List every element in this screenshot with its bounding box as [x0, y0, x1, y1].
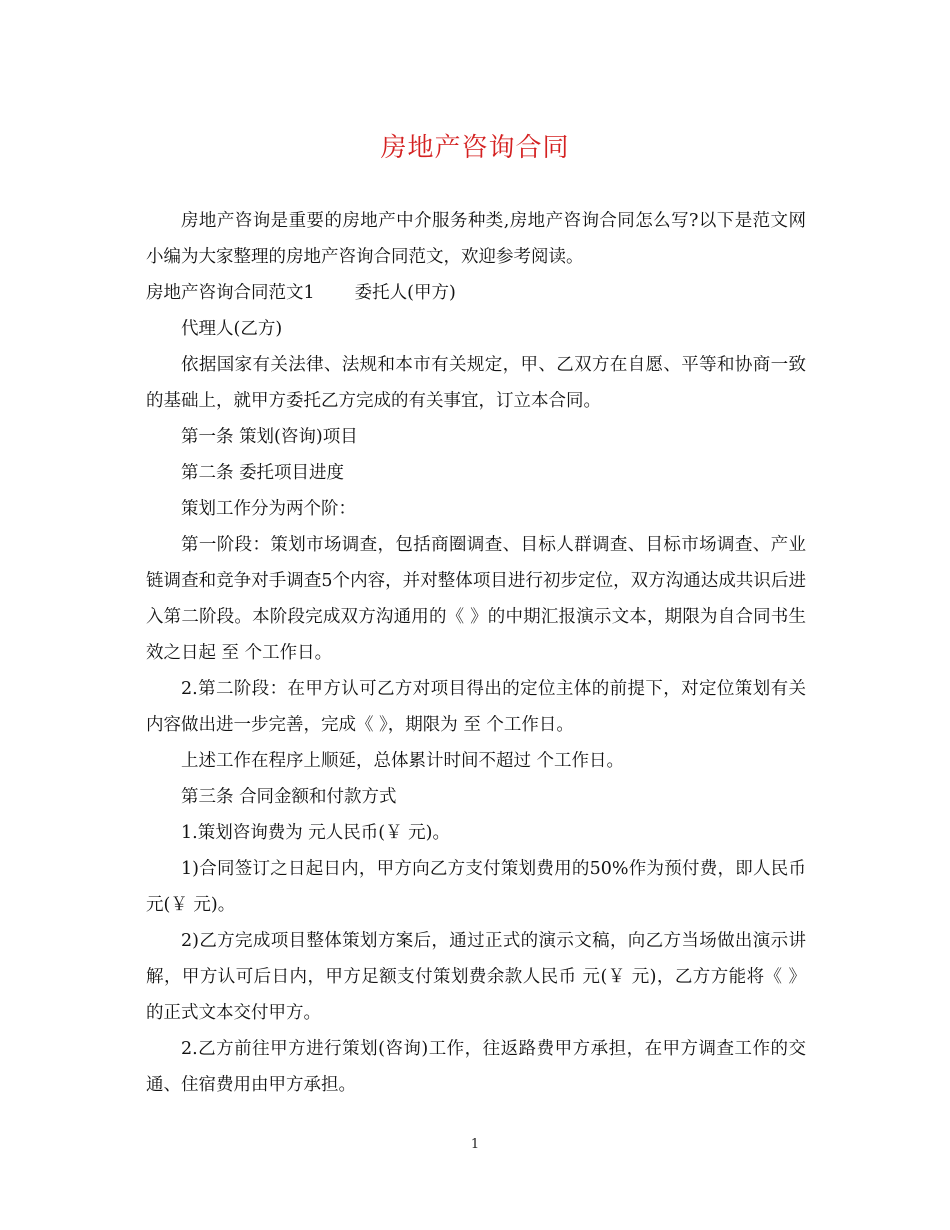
fee-item-2: 2)乙方完成项目整体策划方案后，通过正式的演示文稿，向乙方当场做出演示讲解，甲方认可后日内，甲方足额支付策划费余款人民币 元(￥ 元)，乙方方能将《 》的正式文本交付甲方。	[146, 931, 806, 1023]
stages-intro: 策划工作分为两个阶：	[181, 499, 356, 519]
total-time-paragraph: 上述工作在程序上顺延，总体累计时间不超过 个工作日。	[181, 751, 625, 771]
fee-item-1: 1)合同签订之日起日内，甲方向乙方支付策划费用的50%作为预付费，即人民币 元(￥ 元)。	[146, 859, 806, 915]
article-3-heading: 第三条 合同金额和付款方式	[181, 787, 397, 807]
document-title: 房地产咨询合同	[380, 133, 570, 163]
stage-2-paragraph: 2.第二阶段：在甲方认可乙方对项目得出的定位主体的前提下，对定位策划有关内容做出进一步完善，完成《 》，期限为 至 个工作日。	[146, 679, 806, 735]
expenses-paragraph: 2.乙方前往甲方进行策划(咨询)工作，往返路费甲方承担，在甲方调查工作的交通、住宿费用由甲方承担。	[146, 1039, 806, 1095]
stage-1-paragraph: 第一阶段：策划市场调查，包括商圈调查、目标人群调查、目标市场调查、产业链调查和竞争对手调查5个内容，并对整体项目进行初步定位，双方沟通达成共识后进入第二阶段。本阶段完成双方沟通用的《 》的中期汇报演示文本，期限为自合同书生效之日起 至 个工作日。	[146, 535, 806, 663]
intro-paragraph: 房地产咨询是重要的房地产中介服务种类,房地产咨询合同怎么写?以下是范文网小编为大家整理的房地产咨询合同范文，欢迎参考阅读。	[146, 211, 806, 267]
party-b-label: 代理人(乙方)	[181, 319, 283, 339]
document-body	[146, 203, 806, 1103]
fee-paragraph: 1.策划咨询费为 元人民币(￥ 元)。	[181, 823, 450, 843]
page-number: 1	[470, 1137, 480, 1152]
article-1-heading: 第一条 策划(咨询)项目	[181, 427, 358, 447]
article-2-heading: 第二条 委托项目进度	[181, 463, 345, 483]
party-a-label: 委托人(甲方)	[354, 283, 456, 303]
sample-heading: 房地产咨询合同范文1	[146, 283, 315, 303]
preamble-paragraph: 依据国家有关法律、法规和本市有关规定，甲、乙双方在自愿、平等和协商一致的基础上，就甲方委托乙方完成的有关事宜，订立本合同。	[146, 355, 806, 411]
sample-heading-line	[146, 275, 806, 311]
